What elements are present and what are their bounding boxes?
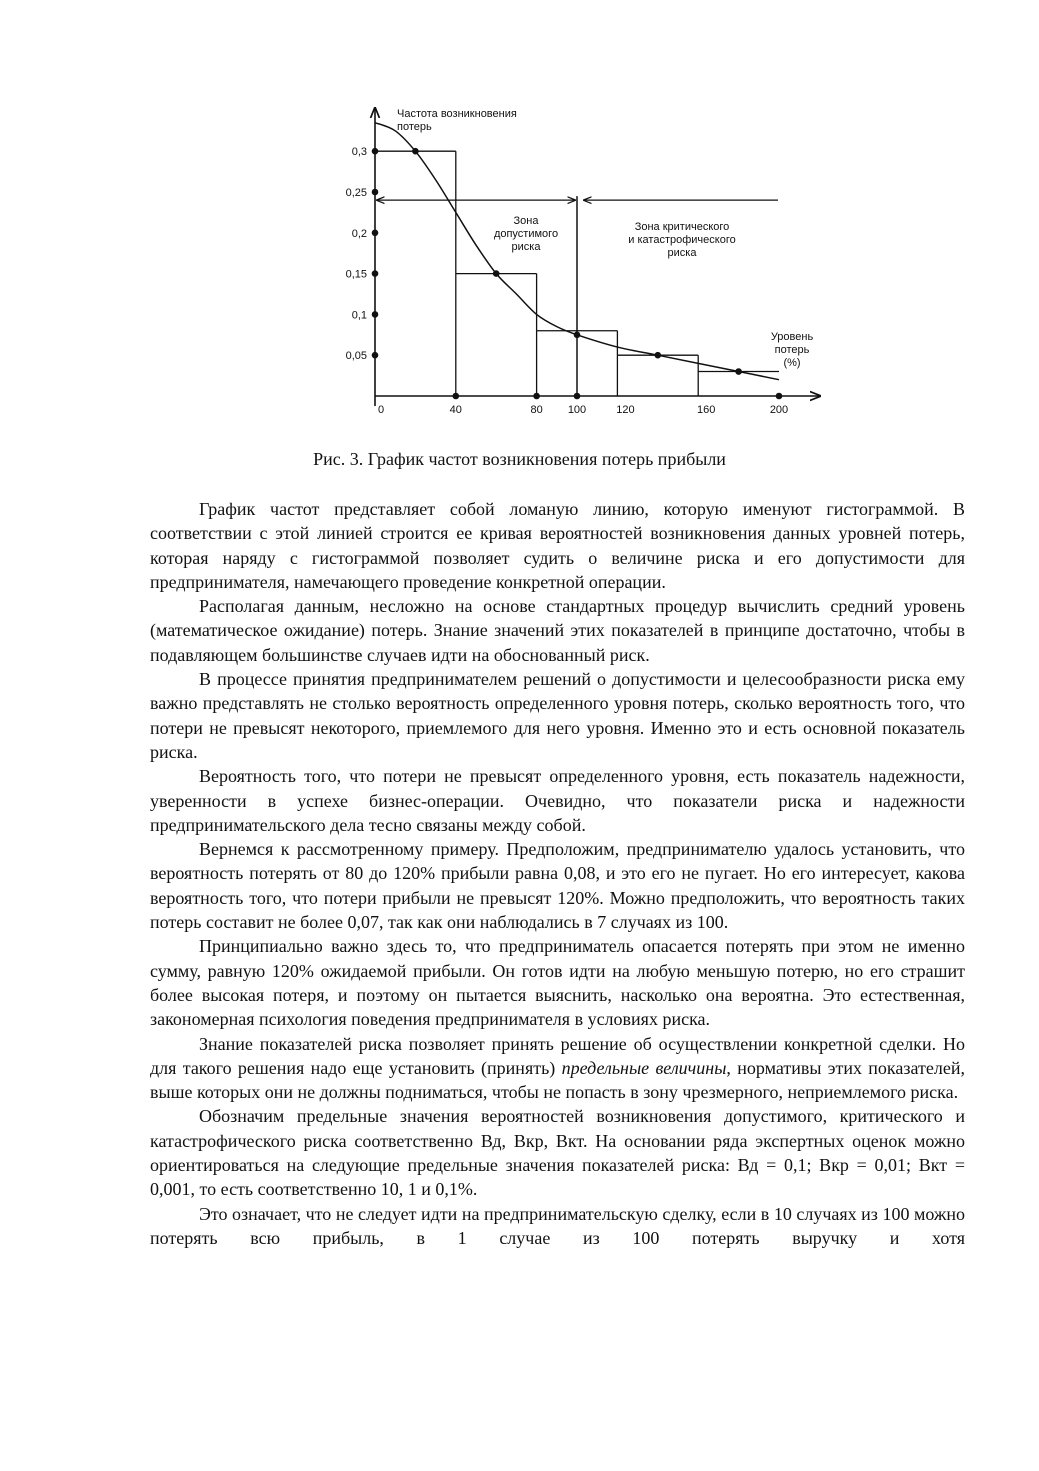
bin-midpoint — [655, 352, 662, 359]
zone-acceptable-label: риска — [511, 241, 541, 253]
figure — [330, 100, 830, 430]
bin-midpoint — [574, 332, 581, 339]
paragraph: Принципиально важно здесь то, что предприниматель опасается потерять при этом не именно сумму, равную 120% ожидаемой прибыли. Он готов идти на любую меньшую потерю, но его страшит более высокая потеря, и поэтому он пытается выяснить, насколько она вероятна. Это естественная, закономерная психология поведения предпринимателя в условиях риска. — [150, 936, 965, 1030]
x-axis-label: (%) — [783, 357, 801, 369]
italic-term: предельные величины — [561, 1057, 727, 1078]
paragraph-text: Знание показателей риска позволяет принять решение об осуществлении конкретной сделки. Но для такого решения надо еще установить (принять) — [150, 1033, 965, 1078]
paragraph: В процессе принятия предпринимателем решений о допустимости и целесообразности риска ему важно представлять не столько вероятность определенного уровня потерь, сколько вероятность того, что потери не превысят некоторого, приемлемого для него уровня. Именно это и есть основной показатель риска. — [150, 669, 965, 762]
x-tick-label: 100 — [567, 404, 587, 416]
paragraph — [150, 1032, 965, 1105]
zone-critical-label: риска — [667, 247, 697, 259]
zone-critical-label: Зона критического — [634, 221, 730, 233]
y-axis-point — [372, 352, 379, 359]
bin-midpoint — [493, 270, 500, 277]
y-axis-point — [372, 230, 379, 237]
paragraph: График частот представляет собой ломаную линию, которую именуют гистограммой. В соответствии с этой линией строится ее кривая вероятностей возникновения данных уровней потерь, которая наряду с гистограммой позволяет судить о величине риска и его допустимости для предпринимателя, намечающего проведение конкретной операции. — [150, 499, 965, 592]
paragraph: Вернемся к рассмотренному примеру. Предположим, предпринимателю удалось установить, что вероятность потерять от 80 до 120% прибыли равна 0,08, и это его не пугает. Но его интересует, какова вероятность того, что потери прибыли не превысят 120%. Можно предположить, что вероятность таких потерь составит не более 0,07, так как они наблюдались в 7 случаях из 100. — [150, 839, 965, 933]
x-tick-label: 120 — [616, 404, 635, 416]
y-axis-point — [372, 148, 379, 155]
zone-acceptable-label: Зона — [513, 215, 539, 227]
zone-acceptable-label: допустимого — [493, 228, 559, 240]
x-axis-point — [533, 393, 540, 400]
x-axis-label: потерь — [774, 344, 810, 356]
body-text — [150, 497, 965, 1250]
y-tick-label: 0,1 — [351, 309, 367, 322]
y-axis-point — [372, 311, 379, 318]
y-tick-label: 0,25 — [345, 187, 367, 199]
x-tick-label: 200 — [769, 404, 789, 416]
x-axis-point — [574, 393, 581, 400]
x-tick-label: 80 — [530, 404, 543, 416]
figure-caption: Рис. 3. График частот возникновения потерь прибыли — [313, 449, 726, 469]
y-axis-label: потерь — [397, 121, 432, 133]
y-tick-label: 0,2 — [351, 227, 367, 240]
paragraph: Это означает, что не следует идти на предпринимательскую сделку, если в 10 случаях из 100 можно потерять всю прибыль, в 1 случае из 100 потерять выручку и хотя — [150, 1203, 965, 1248]
y-tick-label: 0,15 — [345, 268, 367, 281]
bin-midpoint — [412, 148, 419, 155]
x-tick-label: 160 — [697, 404, 716, 416]
x-tick-label: 40 — [449, 404, 462, 416]
y-axis-point — [372, 270, 379, 277]
y-tick-label: 0,05 — [345, 350, 367, 363]
x-axis-label: Уровень — [770, 331, 814, 343]
x-axis-point — [776, 393, 783, 400]
bin-midpoint — [735, 368, 742, 375]
paragraph: Обозначим предельные значения вероятностей возникновения допустимого, критического и катастрофического риска соответственно Вд, Вкр, Вкт. На основании ряда экспертных оценок можно ориентироваться на следующие предельные значения показателей риска: Вд = 0,1; Вкр = 0,01; Вкт = 0,001, то есть соответственно 10, 1 и 0,1%. — [150, 1106, 965, 1200]
x-tick-label: 0 — [378, 404, 385, 416]
y-tick-label: 0,3 — [351, 146, 367, 159]
paragraph-text: , нормативы этих показателей, выше которых они не должны подниматься, чтобы не попасть в зону чрезмерного, неприемлемого риска. — [150, 1057, 965, 1103]
paragraph: Вероятность того, что потери не превысят определенного уровня, есть показатель надежности, уверенности в успехе бизнес-операции. Очевидно, что показатели риска и надежности предпринимательского дела тесно связаны между собой. — [150, 766, 965, 835]
y-axis-point — [372, 189, 379, 196]
zone-critical-label: и катастрофического — [628, 234, 736, 246]
x-axis-point — [453, 393, 460, 400]
loss-frequency-chart — [330, 100, 830, 430]
paragraph: Располагая данным, несложно на основе стандартных процедур вычислить средний уровень (математическое ожидание) потерь. Знание значений этих показателей в принципе достаточно, чтобы в подавляющем большинстве случаев идти на обоснованный риск. — [150, 596, 965, 665]
y-axis-label: Частота возникновения — [397, 108, 517, 120]
